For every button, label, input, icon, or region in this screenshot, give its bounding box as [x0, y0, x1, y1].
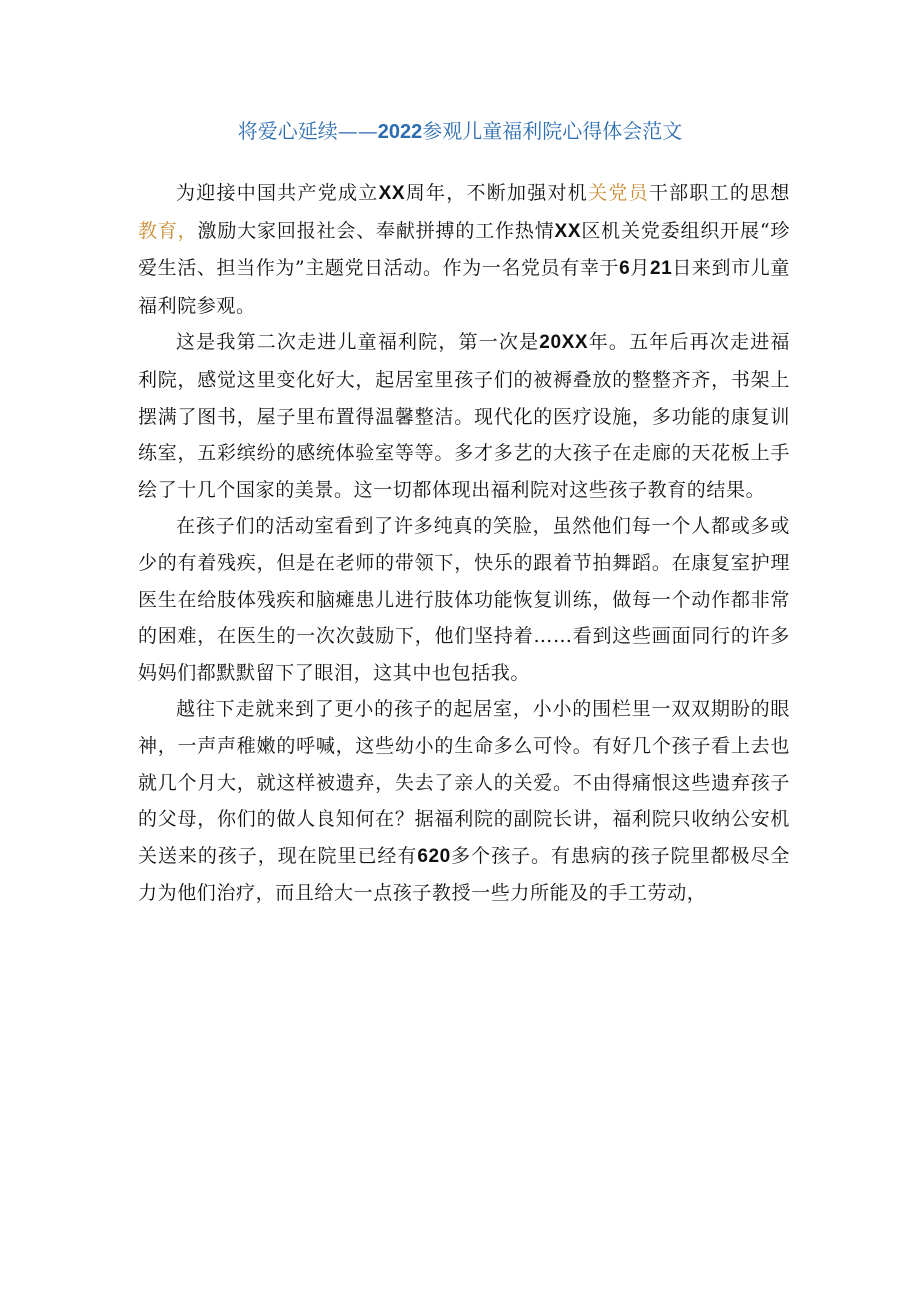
p2-text-b: 年。五年后再次走进福利院，感觉这里变化好大，起居室里孩子们的被褥叠放的整整齐齐，书架上摆满了图书，屋子里布置得温馨整洁。现代化的医疗设施，多功能的康复训练室，五彩缤纷的感统体验室等等。多才多艺的大孩子在走廊的天花板上手绘了十几个国家的美景。这一切都体现出福利院对这些孩子教育的结果。 — [138, 331, 790, 501]
title-year: 2022 — [377, 121, 423, 143]
p1-day: 21 — [649, 258, 673, 280]
document-body — [138, 175, 790, 912]
p1-text-g: 日来到市儿童福利院参观。 — [138, 257, 790, 317]
p1-highlight-2: 教育， — [138, 219, 198, 242]
p1-text-a: 为迎接中国共产党成立 — [176, 182, 379, 204]
paragraph-4 — [138, 691, 790, 912]
p4-number: 620 — [417, 845, 451, 867]
p1-text-b: 周年，不断加强对机 — [405, 182, 589, 204]
p1-text-e: 区机关党委组织开展“珍爱生活、担当作为”主题党日活动。作为一名党员有幸于 — [138, 219, 790, 280]
p4-text-b: 多个孩子。有患病的孩子院里都极尽全力为他们治疗，而且给大一点孩子教授一些力所能及的手工劳动， — [138, 844, 790, 905]
paragraph-2 — [138, 324, 790, 508]
p4-text-a: 越往下走就来到了更小的孩子的起居室，小小的围栏里一双双期盼的眼神，一声声稚嫩的呼喊，这些幼小的生命多么可怜。有好几个孩子看上去也就几个月大，就这样被遗弃，失去了亲人的关爱。不由得痛恨这些遗弃孩子的父母，你们的做人良知何在？据福利院的副院长讲，福利院只收纳公安机关送来的孩子，现在院里已经有 — [138, 698, 790, 867]
p1-highlight-1: 关党员 — [588, 182, 649, 204]
document-title — [100, 117, 820, 146]
p1-placeholder-xx-1: XX — [378, 183, 406, 204]
p2-year: 20XX — [539, 332, 589, 354]
p1-text-c: 干部职工的思想 — [648, 182, 790, 204]
title-part-2: 参观儿童福利院心得体会范文 — [422, 119, 683, 143]
p1-text-d: 激励大家回报社会、奉献拼搏的工作热情 — [197, 219, 555, 242]
paragraph-3: 在孩子们的活动室看到了许多纯真的笑脸，虽然他们每一个人都或多或少的有着残疾，但是在老师的带领下，快乐的跟着节拍舞蹈。在康复室护理医生在给肢体残疾和脑瘫患儿进行肢体功能恢复训练，做每一个动作都非常的困难，在医生的一次次鼓励下，他们坚持着……看到这些画面同行的许多妈妈们都默默留下了眼泪，这其中也包括我。 — [138, 515, 790, 684]
p1-placeholder-xx-2: XX — [554, 220, 582, 242]
p1-text-f: 月 — [630, 257, 650, 280]
title-part-1: 将爱心延续—— — [237, 119, 378, 143]
paragraph-1 — [138, 175, 790, 324]
p1-month: 6 — [619, 258, 631, 280]
p2-text-a: 这是我第二次走进儿童福利院，第一次是 — [176, 331, 540, 354]
